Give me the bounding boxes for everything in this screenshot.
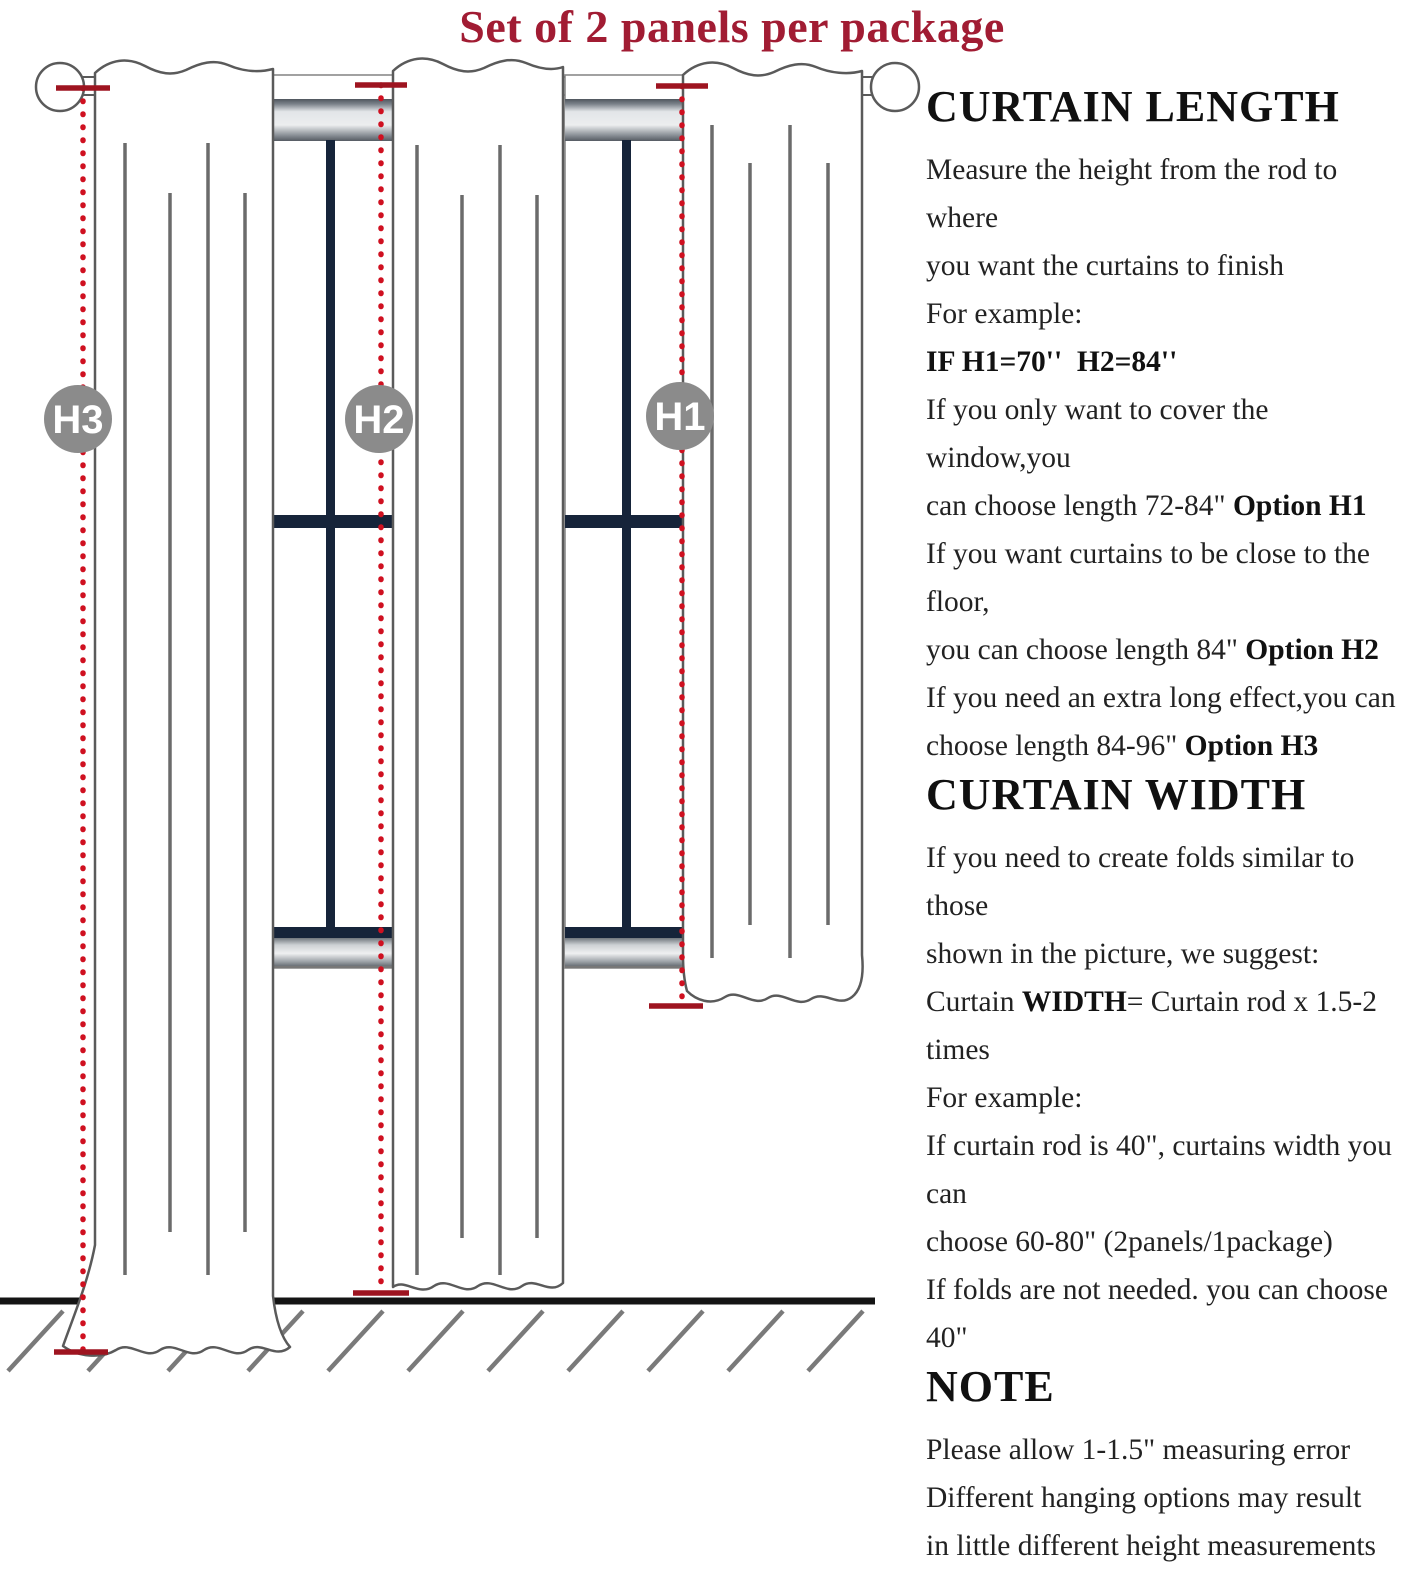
- text-line: [926, 242, 1402, 290]
- line-text: Different hanging options may result: [926, 1482, 1362, 1514]
- text-line: [926, 834, 1402, 930]
- curtain-panel-h1: [683, 63, 863, 1002]
- line-text: Please allow 1-1.5" measuring error: [926, 1434, 1351, 1466]
- line-text: For example:: [926, 298, 1083, 330]
- label-badge-h2: [345, 385, 413, 453]
- text-line: [926, 1522, 1402, 1570]
- text-line: [926, 626, 1402, 674]
- text-line: [926, 530, 1402, 626]
- line-text: you want the curtains to finish: [926, 250, 1285, 282]
- label-h2-text: H2: [353, 398, 405, 442]
- text-line: [926, 1074, 1402, 1122]
- line-text: in little different height measurements: [926, 1530, 1377, 1562]
- window-left: [270, 75, 393, 968]
- line-text: choose 60-80" (2panels/1package): [926, 1226, 1333, 1258]
- text-line: [926, 1426, 1402, 1474]
- rod-finial-right: [871, 63, 919, 111]
- line-bold: Option H1: [1232, 490, 1367, 522]
- label-h3-text: H3: [52, 398, 104, 442]
- text-line: [926, 722, 1402, 770]
- line-text: For example:: [926, 1082, 1083, 1114]
- line-bold: Option H3: [1184, 730, 1319, 762]
- text-line: [926, 146, 1402, 242]
- label-h1-text: H1: [654, 395, 706, 439]
- line-text: Curtain: [926, 986, 1022, 1018]
- text-line: [926, 1474, 1402, 1522]
- text-line: [926, 1266, 1402, 1362]
- line-bold: IF H1=70'' H2=84'': [926, 346, 1178, 378]
- label-badge-h3: [44, 385, 112, 453]
- line-text: can choose length 72-84": [926, 490, 1233, 522]
- line-text: If curtain rod is 40", curtains width you can: [926, 1130, 1400, 1210]
- instructions-column: [926, 82, 1402, 1570]
- text-line: [926, 1218, 1402, 1266]
- line-text: shown in the picture, we suggest:: [926, 938, 1320, 970]
- text-line: [926, 674, 1402, 722]
- line-bold: Option H2: [1245, 634, 1379, 666]
- text-line: [926, 290, 1402, 338]
- section-heading-curtain-width: CURTAIN WIDTH: [926, 770, 1307, 819]
- curtain-length-text: [926, 146, 1402, 770]
- curtain-width-text: [926, 834, 1402, 1362]
- line-text: Measure the height from the rod to where: [926, 154, 1345, 234]
- text-line: [926, 482, 1402, 530]
- text-line: [926, 978, 1402, 1074]
- line-text: = Curtain rod x 1.5-2 times: [926, 986, 1385, 1066]
- line-text: If you only want to cover the window,you: [926, 394, 1276, 474]
- line-text: choose length 84-96": [926, 730, 1185, 762]
- line-bold: WIDTH: [1021, 986, 1127, 1018]
- text-line: [926, 386, 1402, 482]
- line-text: If you want curtains to be close to the floor,: [926, 538, 1378, 618]
- curtain-panel-h2: [393, 59, 563, 1290]
- label-badge-h1: [646, 382, 714, 450]
- line-text: If you need to create folds similar to those: [926, 842, 1362, 922]
- text-line: [926, 338, 1402, 386]
- section-heading-curtain-length: CURTAIN LENGTH: [926, 82, 1340, 131]
- curtain-panel-h3: [63, 61, 290, 1356]
- line-text: If you need an extra long effect,you can: [926, 682, 1396, 714]
- line-text: If folds are not needed. you can choose 40": [926, 1274, 1396, 1354]
- note-text: [926, 1426, 1402, 1570]
- window-right: [565, 75, 683, 968]
- text-line: [926, 930, 1402, 978]
- section-heading-note: NOTE: [926, 1362, 1055, 1411]
- line-text: you can choose length 84": [926, 634, 1246, 666]
- page-title: Set of 2 panels per package: [459, 1, 1005, 52]
- text-line: [926, 1122, 1402, 1218]
